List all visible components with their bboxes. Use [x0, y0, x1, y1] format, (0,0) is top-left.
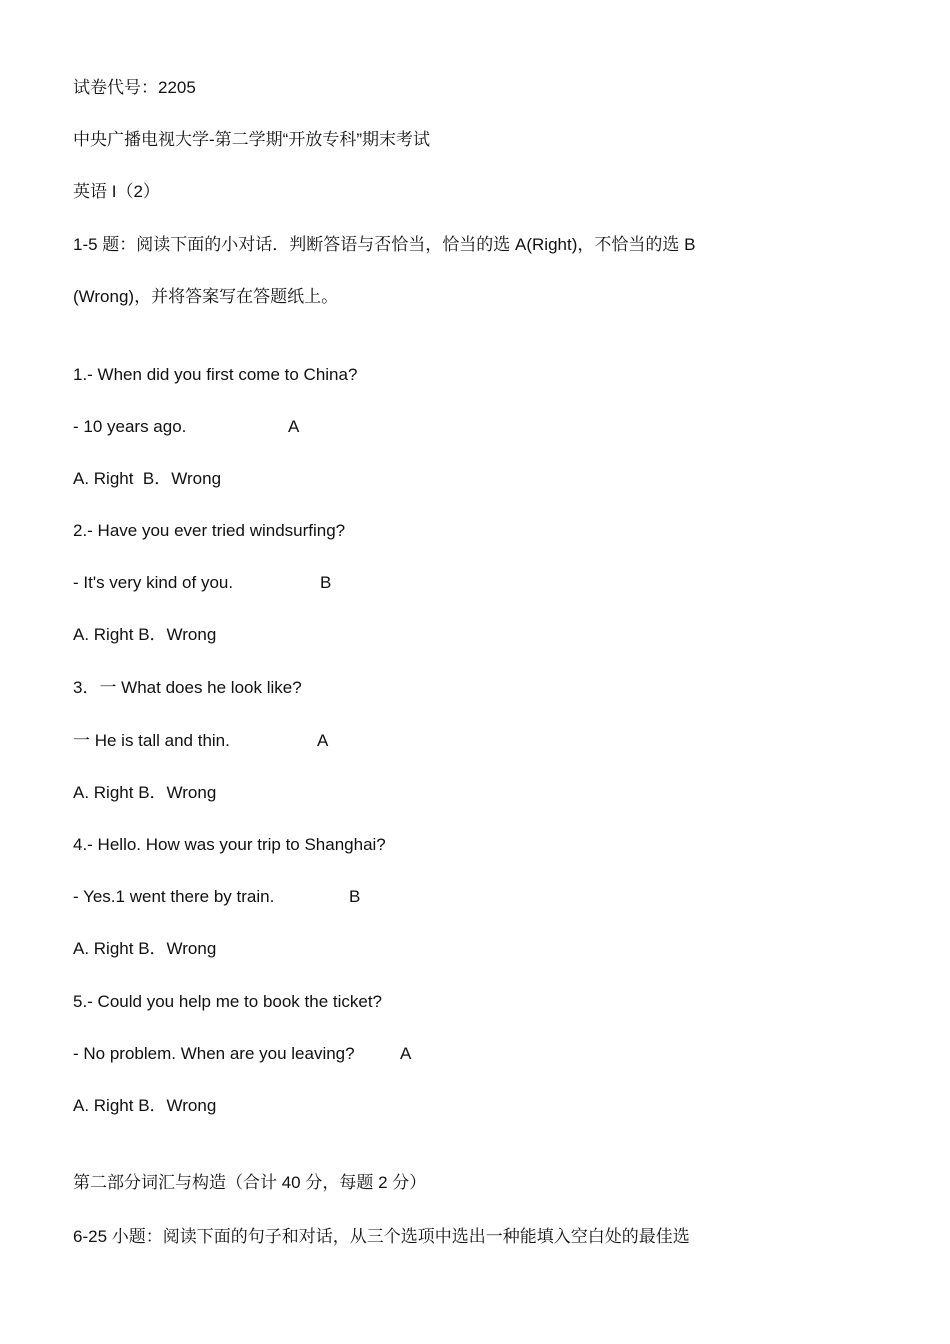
question-1-answer: A — [288, 417, 300, 436]
question-3-reply: 一 He is tall and thin. — [73, 731, 230, 750]
question-4-answer: B — [349, 887, 361, 906]
part1-instruction-line1: 1-5 题：阅读下面的小对话．判断答语与否恰当，恰当的选 A(Right)，不恰当的选 B — [73, 235, 696, 254]
question-5-reply: - No problem. When are you leaving? — [73, 1044, 355, 1063]
question-5-answer: A — [400, 1044, 412, 1063]
part2-instruction: 6-25 小题：阅读下面的句子和对话，从三个选项中选出一种能填入空白处的最佳选 — [73, 1227, 690, 1246]
question-1-reply: - 10 years ago. — [73, 417, 187, 436]
paper-code: 试卷代号：2205 — [73, 78, 196, 97]
question-2-reply: - It's very kind of you. — [73, 573, 234, 592]
question-3-answer: A — [317, 731, 329, 750]
question-4-prompt: 4.- Hello. How was your trip to Shanghai? — [73, 835, 386, 854]
subject-title: 英语 I（2） — [73, 182, 160, 201]
part2-heading: 第二部分词汇与构造（合计 40 分，每题 2 分） — [73, 1173, 427, 1192]
question-5-prompt: 5.- Could you help me to book the ticket? — [73, 992, 383, 1011]
question-4-reply: - Yes.1 went there by train. — [73, 887, 275, 906]
question-2-prompt: 2.- Have you ever tried windsurfing? — [73, 521, 346, 540]
question-3-prompt: 3．一 What does he look like? — [73, 678, 302, 697]
question-2-options: A. Right B．Wrong — [73, 625, 217, 644]
question-1-options: A. Right B．Wrong — [73, 469, 222, 488]
part1-instruction-line2: (Wrong)，并将答案写在答题纸上。 — [73, 287, 339, 306]
question-5-options: A. Right B．Wrong — [73, 1096, 217, 1115]
question-3-options: A. Right B．Wrong — [73, 783, 217, 802]
question-4-options: A. Right B．Wrong — [73, 939, 217, 958]
question-2-answer: B — [320, 573, 332, 592]
exam-title: 中央广播电视大学-第二学期“开放专科”期末考试 — [73, 130, 430, 149]
question-1-prompt: 1.- When did you first come to China? — [73, 365, 358, 384]
